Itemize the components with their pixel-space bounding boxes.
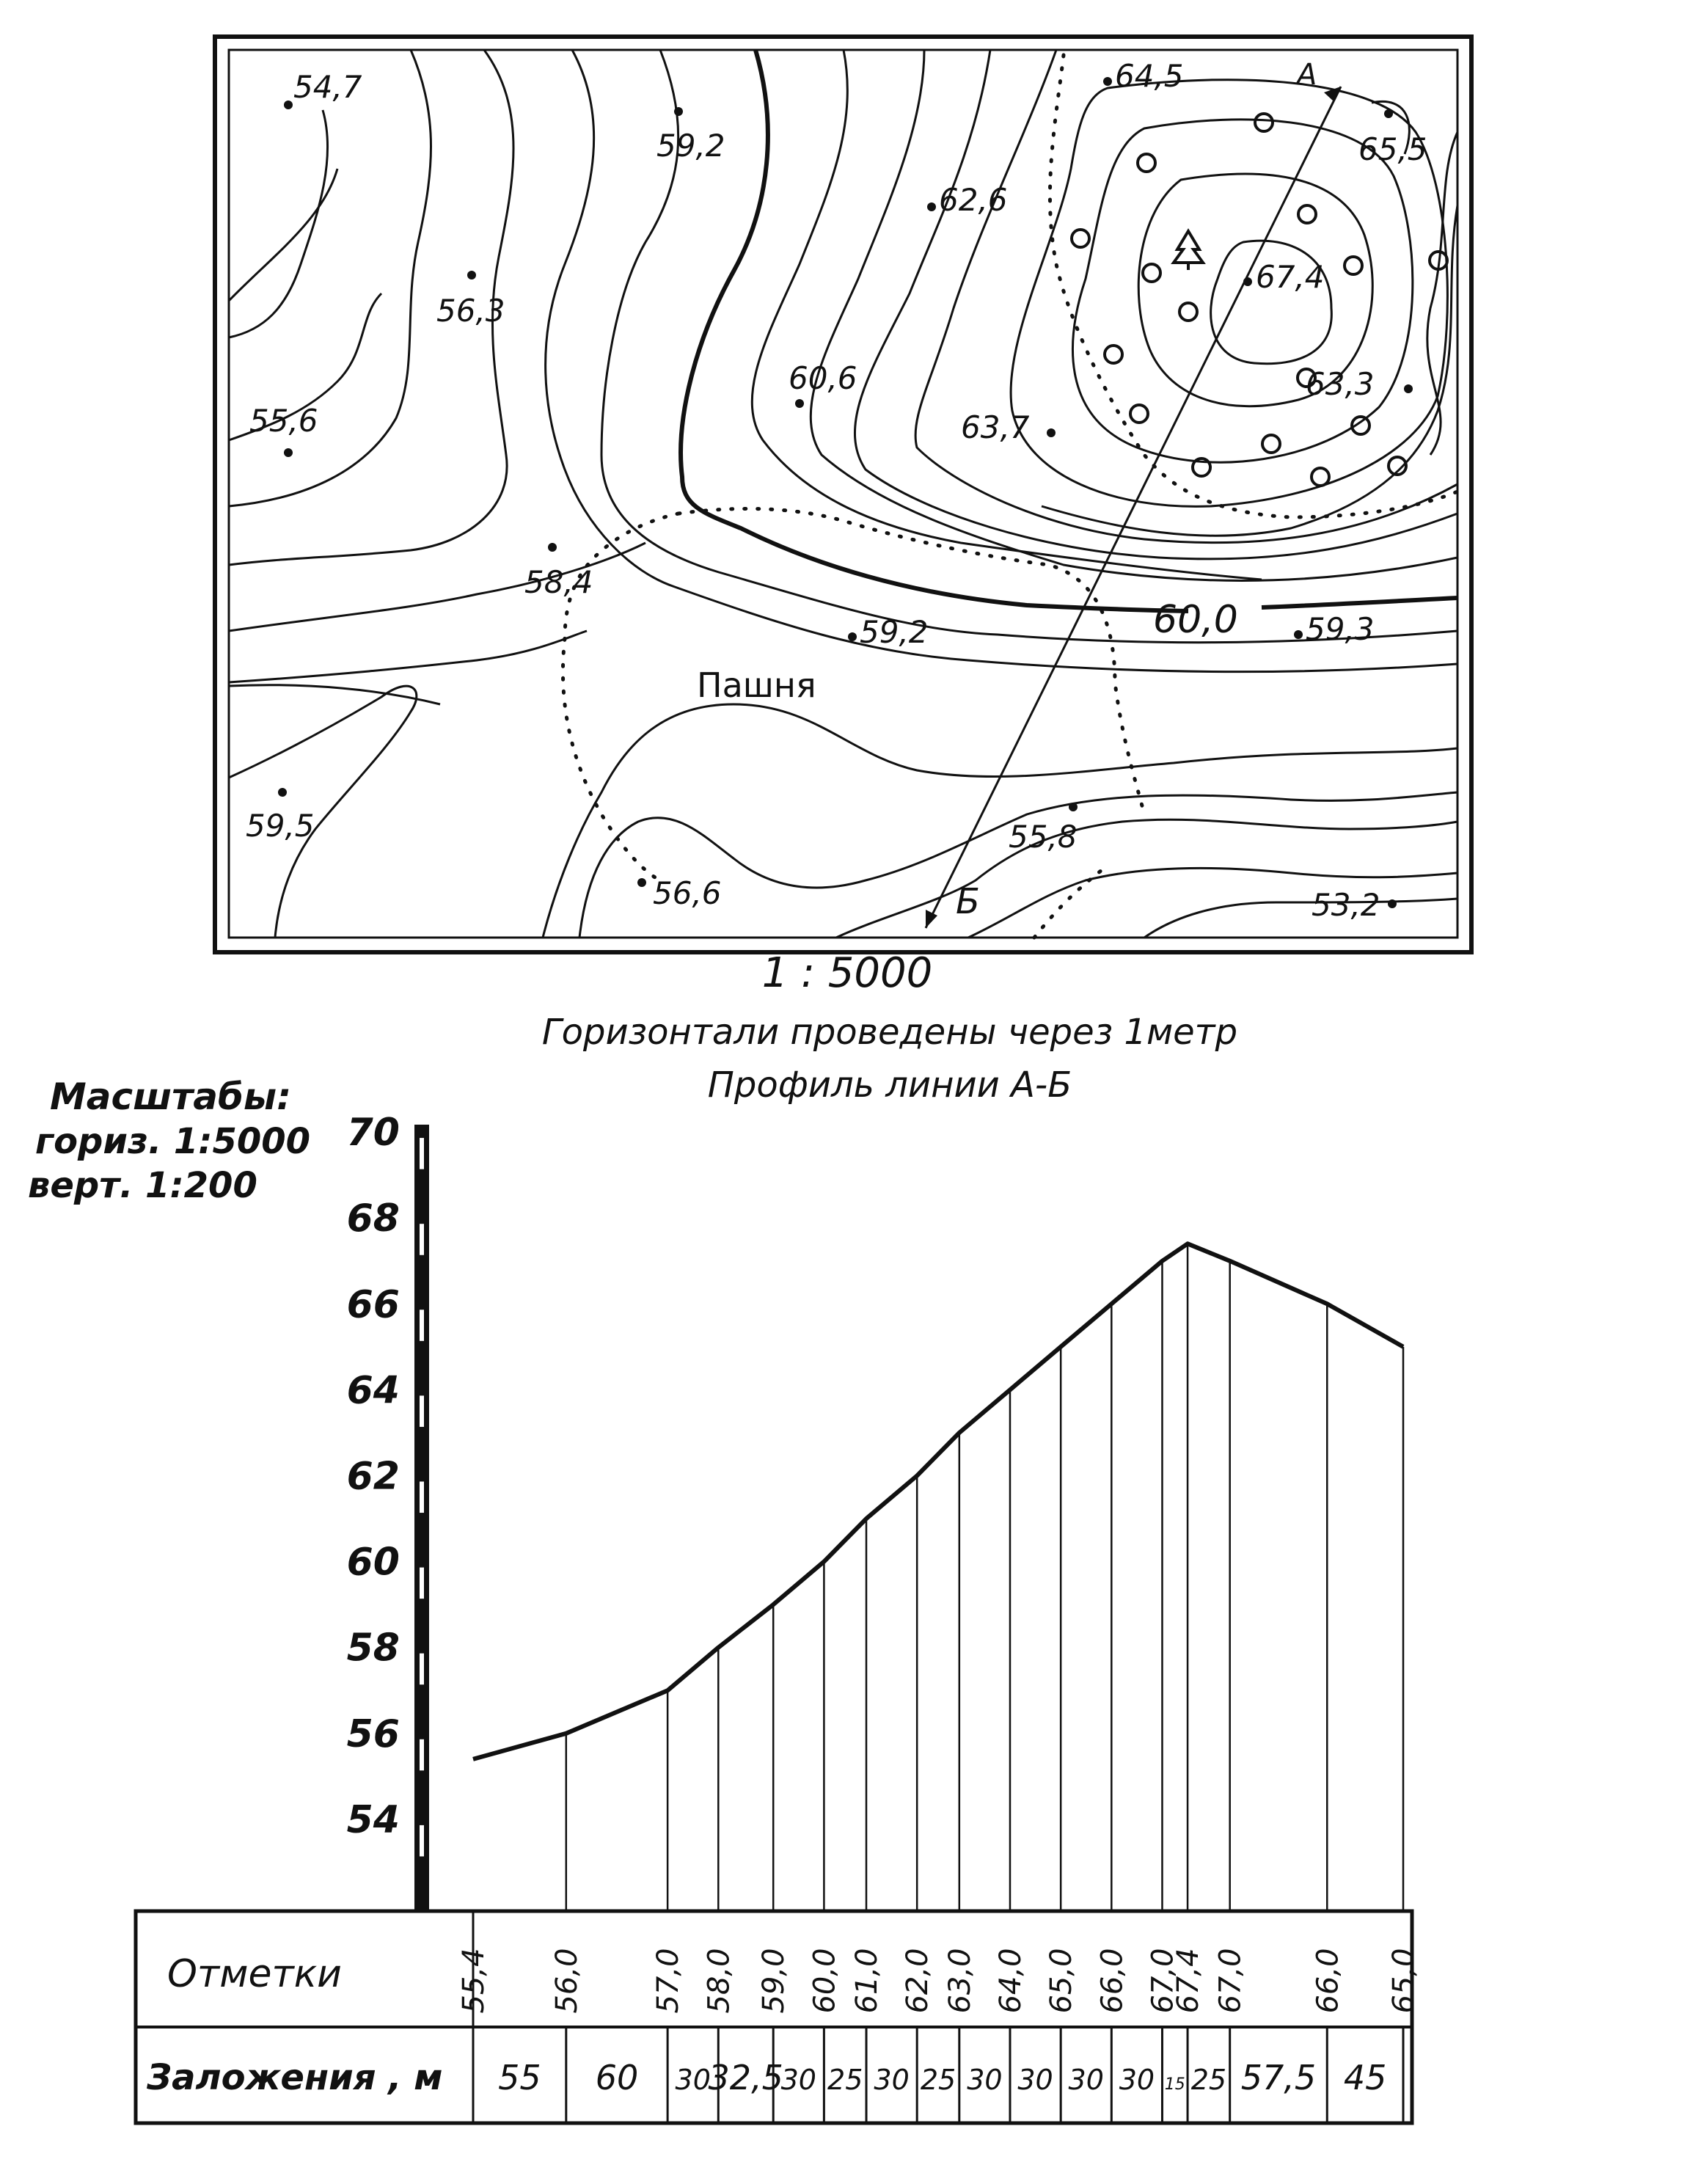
svg-text:58,4: 58,4 <box>524 564 593 600</box>
svg-text:60,6: 60,6 <box>789 360 857 396</box>
elevation-label: 61,0 <box>850 1948 885 2014</box>
row-distances-label: Заложения , м <box>147 2057 443 2098</box>
distance-cells <box>473 1911 1403 2123</box>
svg-text:63,7: 63,7 <box>961 409 1030 445</box>
elevation-labels <box>457 1948 1421 2013</box>
scale-bar-gap <box>420 1224 424 1255</box>
spot-height <box>246 788 315 844</box>
svg-text:53,2: 53,2 <box>1312 887 1380 923</box>
scale-vertical: верт. 1:200 <box>28 1165 257 1206</box>
elevation-label: 64,0 <box>993 1948 1028 2014</box>
axis-tick-label: 66 <box>346 1282 400 1327</box>
svg-text:64,5: 64,5 <box>1115 58 1184 94</box>
svg-text:65,5: 65,5 <box>1358 131 1427 167</box>
axis-tick-label: 68 <box>346 1197 400 1241</box>
svg-text:54,7: 54,7 <box>293 69 362 105</box>
distance-cell: 30 <box>874 2064 910 2096</box>
elevation-label: 59,0 <box>757 1948 791 2014</box>
svg-text:59,2: 59,2 <box>656 128 725 164</box>
elevation-label: 66,0 <box>1311 1948 1345 2014</box>
spot-height <box>1103 58 1184 94</box>
map-scale-label: 1 : 5000 <box>761 949 933 997</box>
spot-height <box>524 543 593 600</box>
distance-cell: 30 <box>1017 2064 1053 2096</box>
spot-height <box>1312 887 1397 923</box>
svg-text:56,3: 56,3 <box>436 293 505 329</box>
axis-tick-label: 62 <box>346 1454 400 1499</box>
spot-height <box>789 360 857 408</box>
elevation-label: 66,0 <box>1095 1948 1130 2014</box>
distance-cell: 25 <box>827 2064 863 2096</box>
topographic-map <box>215 37 1471 952</box>
spot-height <box>656 107 725 164</box>
scale-horizontal: гориз. 1:5000 <box>35 1121 311 1162</box>
spot-height <box>1358 109 1427 167</box>
axis-tick-label: 56 <box>346 1712 400 1756</box>
spot-height <box>927 182 1008 218</box>
scale-bar-gap <box>420 1654 424 1685</box>
profile-vertical-lines <box>566 1243 1403 1911</box>
scale-bar-gaps <box>420 1138 424 1856</box>
profile-title: Профиль линии А-Б <box>707 1064 1072 1106</box>
scale-bar-gap <box>420 1825 424 1857</box>
scale-bar-gap <box>420 1568 424 1599</box>
distance-cell: 57,5 <box>1240 2058 1317 2097</box>
spot-height <box>848 614 929 650</box>
scales-title: Масштабы: <box>50 1075 292 1118</box>
axis-tick-labels <box>347 1111 400 1842</box>
elevation-label: 67,0 <box>1213 1948 1248 2014</box>
distance-cell: 25 <box>1190 2064 1227 2096</box>
svg-text:59,5: 59,5 <box>246 808 315 844</box>
map-frame-inner <box>229 50 1457 938</box>
svg-text:55,8: 55,8 <box>1009 819 1078 855</box>
distance-cell: 32,5 <box>708 2058 783 2097</box>
svg-text:59,3: 59,3 <box>1306 611 1375 647</box>
contour-label: 60,0 <box>1153 598 1238 642</box>
axis-tick-label: 64 <box>346 1368 400 1413</box>
tree-icon <box>1174 231 1203 270</box>
scale-bar-gap <box>420 1138 424 1169</box>
scale-bar-gap <box>420 1310 424 1341</box>
scale-bar-gap <box>420 1482 424 1513</box>
spot-height <box>1294 611 1375 647</box>
elevation-label: 63,0 <box>943 1948 977 2014</box>
elevation-label: 56,0 <box>549 1948 584 2014</box>
contour-lines <box>229 50 1457 938</box>
line-end-a: А <box>1297 58 1317 92</box>
area-label: Пашня <box>697 665 816 705</box>
spot-height <box>637 875 722 911</box>
profile-line <box>473 1243 1403 1759</box>
distance-cell: 25 <box>920 2064 956 2096</box>
axis-tick-label: 70 <box>346 1111 400 1155</box>
spot-heights <box>246 58 1427 923</box>
spot-height <box>284 69 362 109</box>
svg-text:55,6: 55,6 <box>249 403 318 439</box>
elevation-label: 67,0 <box>1146 1948 1180 2014</box>
elevation-label: 67,4 <box>1171 1948 1206 2014</box>
spot-height <box>1243 259 1325 295</box>
elevation-label: 57,0 <box>651 1948 686 2014</box>
map-contour-interval-caption: Горизонтали проведены через 1метр <box>541 1012 1238 1053</box>
axis-tick-label: 54 <box>346 1797 400 1842</box>
row-elevations-label: Отметки <box>167 1952 342 1996</box>
spot-height <box>1306 366 1413 402</box>
svg-text:62,6: 62,6 <box>939 182 1008 218</box>
elevation-label: 55,4 <box>457 1948 491 2014</box>
elevation-label: 60,0 <box>808 1948 842 2014</box>
svg-text:63,3: 63,3 <box>1306 366 1375 402</box>
distance-cell: 15 <box>1164 2075 1185 2094</box>
axis-tick-label: 58 <box>346 1626 400 1670</box>
map-frame-outer <box>215 37 1471 952</box>
distance-cell: 30 <box>780 2064 816 2096</box>
svg-text:59,2: 59,2 <box>860 614 929 650</box>
svg-text:67,4: 67,4 <box>1256 259 1325 295</box>
profile-chart <box>136 1111 1421 2123</box>
boundary-dotted-lines <box>563 55 1457 938</box>
distance-cell: 30 <box>967 2064 1003 2096</box>
axis-tick-label: 60 <box>346 1540 400 1585</box>
elevation-label: 58,0 <box>702 1948 736 2014</box>
spot-height <box>961 409 1056 445</box>
line-end-b: Б <box>956 881 980 922</box>
elevation-label: 65,0 <box>1045 1948 1079 2014</box>
distance-cell: 55 <box>498 2058 541 2097</box>
scale-bar-gap <box>420 1395 424 1427</box>
distance-cell: 60 <box>595 2058 639 2097</box>
elevation-label: 62,0 <box>901 1948 935 2014</box>
elevation-label: 65,0 <box>1387 1948 1421 2014</box>
scale-bar-gap <box>420 1739 424 1771</box>
distance-cell: 45 <box>1343 2058 1387 2097</box>
spot-height <box>249 403 318 457</box>
svg-text:56,6: 56,6 <box>653 875 722 911</box>
distance-cell: 30 <box>675 2064 711 2096</box>
distance-cell: 30 <box>1068 2064 1104 2096</box>
profile-table <box>136 1911 1421 2123</box>
distance-cell: 30 <box>1119 2064 1155 2096</box>
